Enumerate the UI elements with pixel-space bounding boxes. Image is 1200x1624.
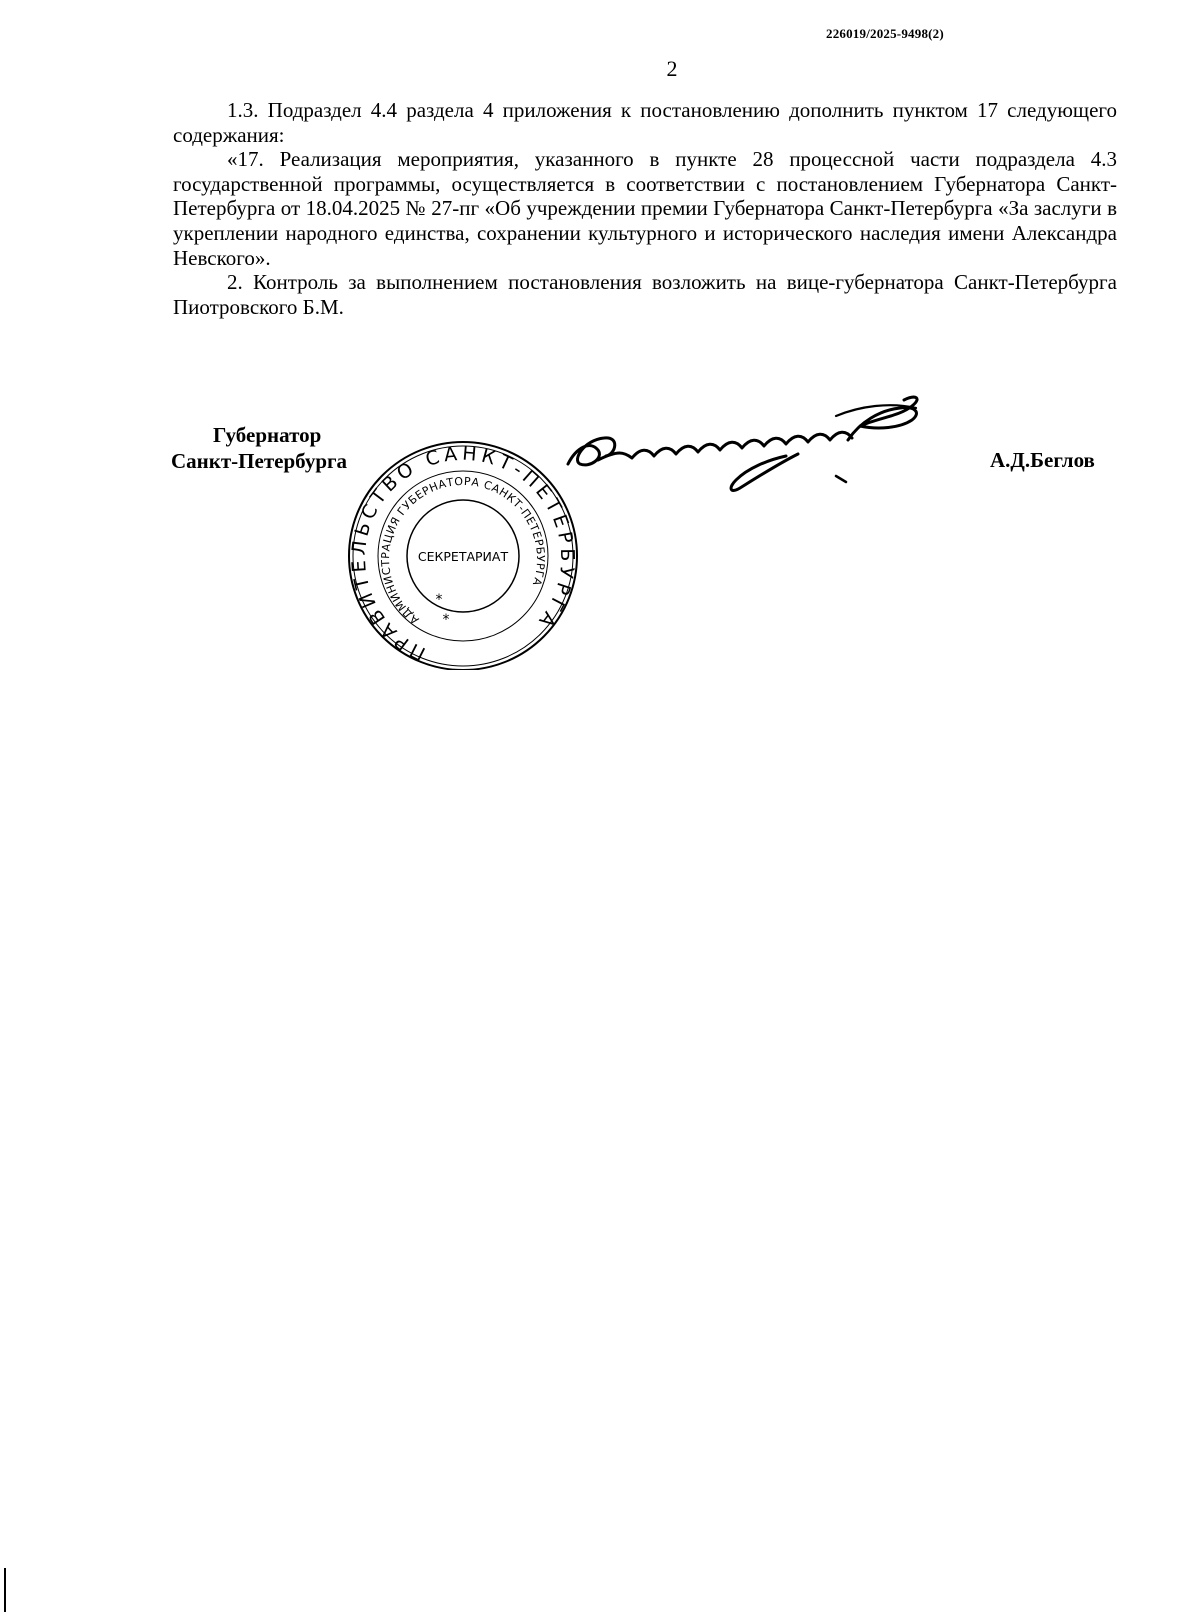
signatory-position: Губернатор bbox=[213, 423, 322, 447]
seal-outer-textpath: ПРАВИТЕЛЬСТВО САНКТ-ПЕТЕРБУРГА bbox=[347, 442, 579, 665]
signatory-organization: Санкт-Петербурга bbox=[171, 449, 348, 473]
paragraph-1-3: 1.3. Подраздел 4.4 раздела 4 приложения к постановлению дополнить пунктом 17 следующего содержания: bbox=[173, 98, 1117, 147]
signatory-title bbox=[171, 422, 347, 474]
paragraph-2: 2. Контроль за выполнением постановления возложить на вице-губернатора Санкт-Петербурга Пиотровского Б.М. bbox=[173, 270, 1117, 319]
official-seal-stamp bbox=[338, 440, 588, 670]
document-body bbox=[173, 98, 1117, 319]
signatory-name: А.Д.Беглов bbox=[990, 448, 1095, 472]
seal-star-icon: * bbox=[435, 592, 443, 608]
seal-center-text: СЕКРЕТАРИАТ bbox=[417, 549, 509, 564]
scan-edge-mark bbox=[4, 1568, 6, 1612]
document-registration-number: 226019/2025-9498(2) bbox=[826, 26, 944, 41]
seal-star-icon: * bbox=[442, 612, 450, 628]
page-number: 2 bbox=[666, 56, 678, 81]
paragraph-17: «17. Реализация мероприятия, указанного в пункте 28 процессной части подраздела 4.3 государственной программы, осуществляется в соответствии с постановлением Губернатора Санкт-Петербурга от 18.04.2025 № 27-пг «Об учреждении премии Губернатора Санкт-Петербурга «За заслуги в укреплении народного единства, сохранении культурного и исторического наследия имени Александра Невского». bbox=[173, 147, 1117, 270]
handwritten-signature bbox=[560, 392, 960, 502]
seal-inner-textpath: АДМИНИСТРАЦИЯ ГУБЕРНАТОРА САНКТ-ПЕТЕРБУРГА bbox=[378, 474, 548, 627]
